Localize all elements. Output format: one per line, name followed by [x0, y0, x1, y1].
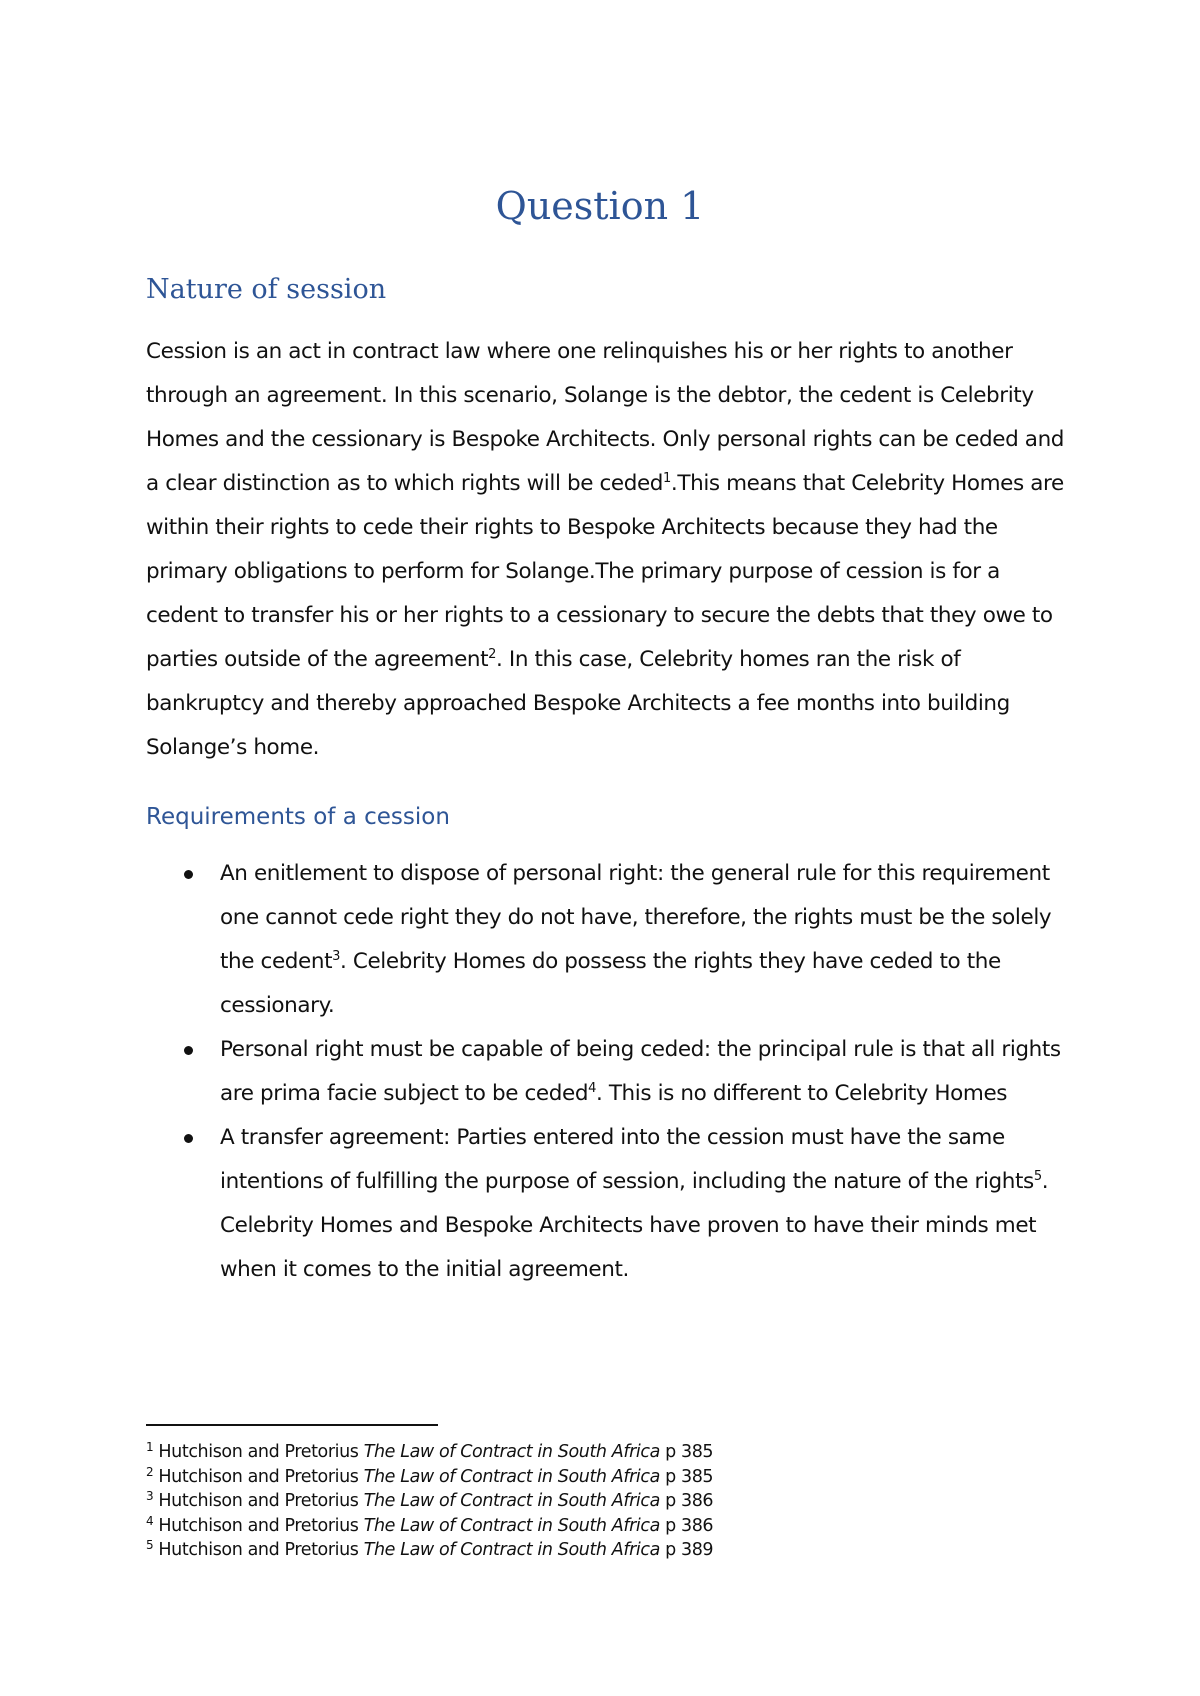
list-item	[146, 1028, 1076, 1116]
footnote-authors: Hutchison and Pretorius	[158, 1540, 359, 1560]
requirements-list	[146, 852, 1076, 1292]
footnote-number: 5	[146, 1538, 154, 1552]
page-title: Question 1	[495, 184, 705, 228]
footnote-number: 3	[146, 1489, 154, 1503]
bullet-text: . Celebrity Homes do possess the rights they have ceded to the cessionary.	[220, 949, 1001, 1018]
paragraph-text: . In this case, Celebrity homes ran the risk of bankruptcy and thereby approached Bespoke Architects a fee months into building Solange’s home.	[146, 647, 1010, 760]
bullet-text: Personal right must be capable of being ceded: the principal rule is that all rights are prima facie subject to be ceded	[220, 1037, 1061, 1106]
footnote-book-title: The Law of Contract in South Africa	[363, 1466, 660, 1487]
footnote-book-title: The Law of Contract in South Africa	[363, 1540, 660, 1560]
bullet-icon	[184, 1046, 193, 1055]
footnote-authors: Hutchison and Pretorius	[158, 1466, 359, 1487]
footnote-page: p 385	[665, 1442, 714, 1462]
footnote	[146, 1440, 713, 1465]
footnote-page: p 386	[665, 1515, 714, 1536]
nature-paragraph	[146, 330, 1076, 770]
footnote-number: 1	[146, 1440, 154, 1454]
footnote-number: 4	[146, 1513, 154, 1528]
footnote-ref-1[interactable]: 1	[663, 471, 671, 486]
footnotes-list	[146, 1440, 713, 1563]
footnote-ref-2[interactable]: 2	[488, 647, 497, 662]
bullet-text: . Celebrity Homes and Bespoke Architects have proven to have their minds met when it comes to the initial agreement.	[220, 1169, 1049, 1282]
section-heading-requirements: Requirements of a cession	[146, 804, 450, 830]
footnote-book-title: The Law of Contract in South Africa	[363, 1515, 660, 1536]
footnote-book-title: The Law of Contract in South Africa	[363, 1491, 660, 1511]
footnote	[146, 1465, 713, 1490]
footnote	[146, 1538, 713, 1563]
footnote-book-title: The Law of Contract in South Africa	[363, 1442, 660, 1462]
footnote-ref-3[interactable]: 3	[332, 949, 340, 964]
footnote-ref-5[interactable]: 5	[1033, 1169, 1042, 1184]
section-heading-nature: Nature of session	[146, 274, 387, 305]
footnote-separator	[146, 1424, 438, 1426]
footnote-authors: Hutchison and Pretorius	[158, 1442, 359, 1462]
footnote-authors: Hutchison and Pretorius	[158, 1491, 359, 1511]
footnote	[146, 1514, 713, 1539]
footnote	[146, 1489, 713, 1514]
list-item	[146, 1116, 1076, 1292]
footnote-authors: Hutchison and Pretorius	[158, 1515, 359, 1536]
bullet-text: . This is no different to Celebrity Homes	[595, 1081, 1008, 1106]
footnote-page: p 386	[665, 1491, 714, 1511]
footnote-number: 2	[146, 1464, 154, 1479]
paragraph-text: .This means that Celebrity Homes are within their rights to cede their rights to Bespoke Architects because they had the primary obligations to perform for Solange.The primary purpose of cession is for a cedent to transfer his or her rights to a cessionary to secure the debts that they owe to parties outside of the agreement	[146, 471, 1064, 672]
bullet-text: A transfer agreement: Parties entered into the cession must have the same intentions of fulfilling the purpose of session, including the nature of the rights	[220, 1125, 1034, 1194]
footnote-ref-4[interactable]: 4	[588, 1081, 596, 1096]
list-item	[146, 852, 1076, 1028]
footnote-page: p 389	[665, 1540, 714, 1560]
paragraph-text: Cession is an act in contract law where one relinquishes his or her rights to another through an agreement. In this scenario, Solange is the debtor, the cedent is Celebrity Homes and the cessionary is Bespoke Architects. Only personal rights can be ceded and a clear distinction as to which rights will be ceded	[146, 339, 1065, 496]
footnote-page: p 385	[665, 1466, 714, 1487]
bullet-text: An enitlement to dispose of personal right: the general rule for this requirement one cannot cede right they do not have, therefore, the rights must be the solely the cedent	[220, 861, 1052, 974]
bullet-icon	[184, 870, 193, 879]
bullet-icon	[184, 1134, 193, 1143]
